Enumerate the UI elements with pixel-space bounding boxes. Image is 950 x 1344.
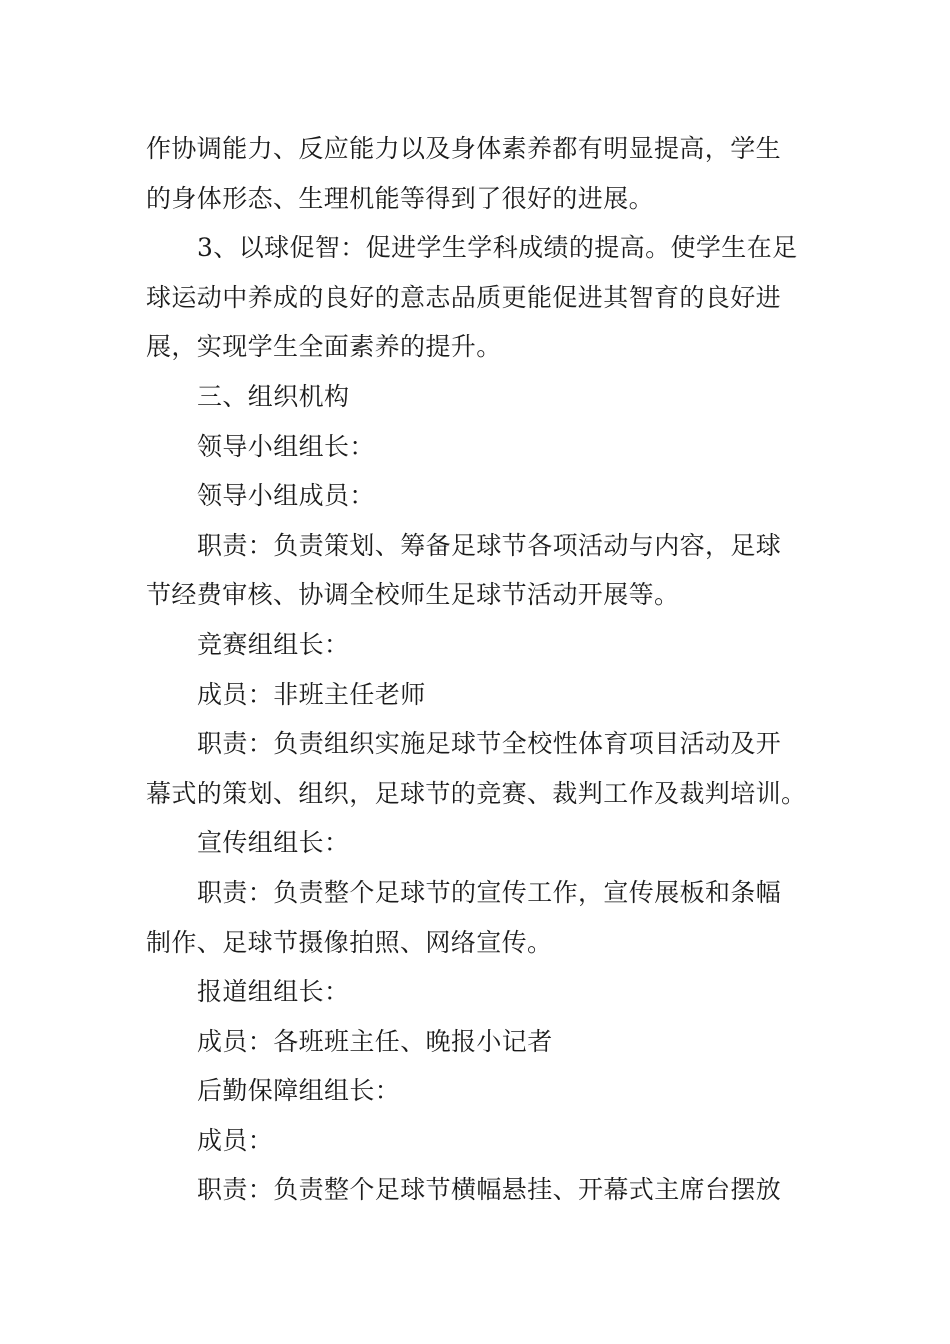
text-line: 领导小组成员： bbox=[197, 481, 375, 511]
text-line: 节经费审核、协调全校师生足球节活动开展等。 bbox=[146, 580, 680, 610]
text-line: 3、以球促智：促进学生学科成绩的提高。使学生在足 bbox=[197, 233, 798, 263]
text-line: 领导小组组长： bbox=[197, 431, 375, 461]
text-line: 的身体形态、生理机能等得到了很好的进展。 bbox=[146, 183, 655, 213]
text-line: 成员：非班主任老师 bbox=[197, 679, 426, 709]
text-line: 竞赛组组长： bbox=[197, 629, 350, 659]
text-line: 作协调能力、反应能力以及身体素养都有明显提高，学生 bbox=[146, 134, 782, 163]
section-heading: 三、组织机构 bbox=[197, 381, 350, 411]
text-line: 球运动中养成的良好的意志品质更能促进其智育的良好进 bbox=[146, 282, 782, 312]
text-line: 职责：负责组织实施足球节全校性体育项目活动及开 bbox=[197, 729, 782, 759]
text-line: 幕式的策划、组织，足球节的竞赛、裁判工作及裁判培训。 bbox=[146, 778, 807, 808]
text-line: 制作、足球节摄像拍照、网络宣传。 bbox=[146, 927, 553, 957]
text-line: 报道组组长： bbox=[197, 977, 350, 1007]
text-line: 后勤保障组组长： bbox=[197, 1076, 401, 1106]
text-line: 职责：负责策划、筹备足球节各项活动与内容，足球 bbox=[197, 530, 782, 560]
document-body bbox=[146, 124, 808, 1215]
text-line: 成员：各班班主任、晚报小记者 bbox=[197, 1026, 553, 1056]
text-line: 宣传组组长： bbox=[197, 828, 350, 858]
text-line: 展，实现学生全面素养的提升。 bbox=[146, 332, 502, 362]
text-line: 成员： bbox=[197, 1125, 274, 1155]
text-line: 职责：负责整个足球节横幅悬挂、开幕式主席台摆放 bbox=[197, 1175, 782, 1205]
text-line: 职责：负责整个足球节的宣传工作，宣传展板和条幅 bbox=[197, 877, 782, 907]
